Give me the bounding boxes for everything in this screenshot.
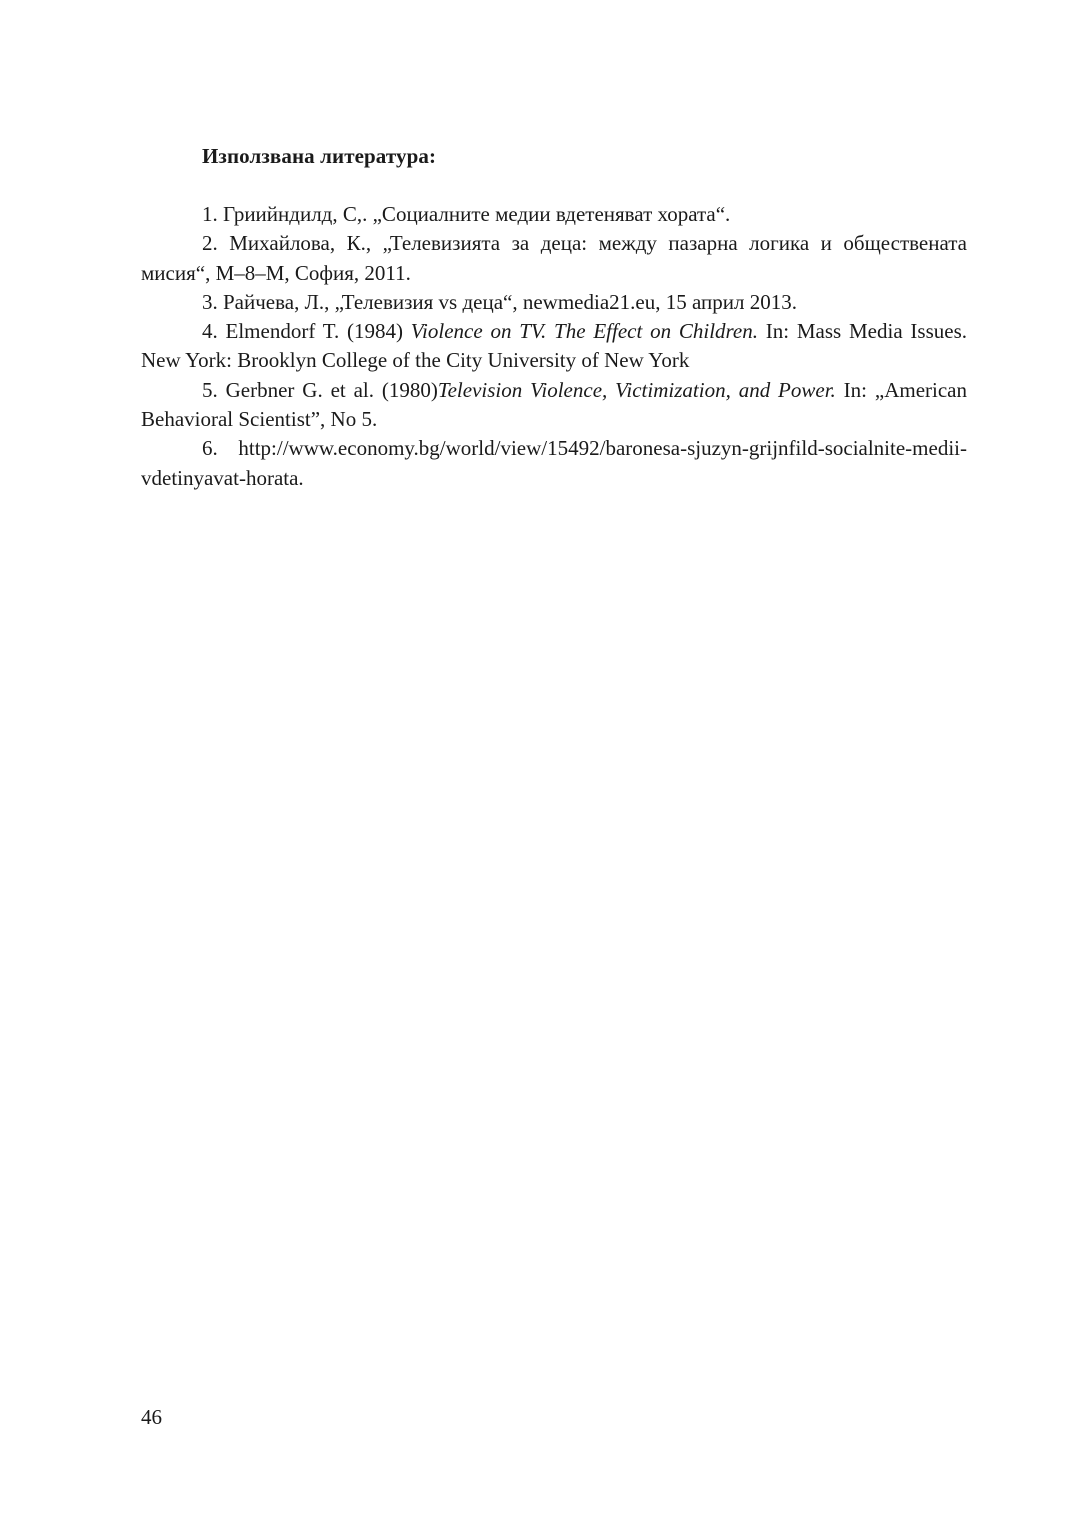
entry-text: 5. Gerbner G. et al. (1980)	[202, 377, 438, 402]
entry-title: Television Violence, Victimization, and Power.	[437, 377, 836, 402]
bibliography-entry-5	[141, 376, 967, 435]
bibliography-list	[141, 200, 967, 493]
bibliography-entry-4	[141, 317, 967, 376]
entry-url[interactable]: 6. http://www.economy.bg/world/view/15492/baronesa-sjuzyn-grijnfild-socialnite-medii-vdetinyavat-horata.	[141, 436, 967, 490]
entry-text: 4. Elmendorf T. (1984)	[202, 319, 411, 344]
entry-title: Violence on TV. The Effect on Children.	[410, 319, 758, 344]
bibliography-entry-2	[141, 229, 967, 288]
page-number: 46	[141, 1405, 162, 1429]
entry-source: In: „American Behavioral Scientist”, No 5.	[141, 377, 967, 432]
entry-text: 3. Райчева, Л., „Телевизия vs деца“, newmedia21.eu, 15 април 2013.	[202, 289, 797, 314]
bibliography-entry-3	[141, 288, 967, 317]
bibliography-heading: Използвана литература:	[202, 144, 437, 168]
bibliography-entry-1	[141, 200, 967, 229]
entry-source: In: Mass Media Issues. New York: Brooklyn College of the City University of New York	[141, 319, 967, 373]
entry-text: 1. Гриийндилд, С,. „Социалните медии вдетеняват хората“.	[202, 202, 731, 226]
entry-text: 2. Михайлова, К., „Телевизията за деца: между пазарна логика и обществената мисия“, М–8–М, София, 2011.	[141, 231, 967, 285]
bibliography-entry-6	[141, 434, 967, 493]
